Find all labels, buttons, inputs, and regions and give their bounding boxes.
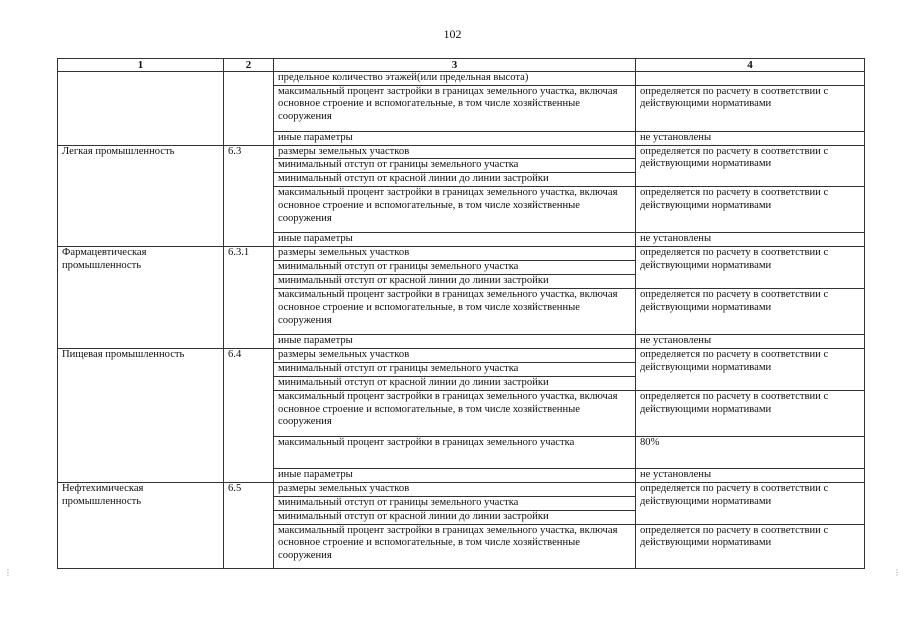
table-row [58,247,865,261]
use-code-cell: 6.3 [224,145,274,247]
use-name-cell [58,72,224,146]
table-row [58,145,865,159]
use-code-cell: 6.5 [224,482,274,568]
param-cell: минимальный отступ от красной линии до линии застройки [274,510,636,524]
param-cell: минимальный отступ от границы земельного участка [274,362,636,376]
value-cell: определяется по расчету в соответствии с действующими нормативами [636,85,865,131]
param-cell: максимальный процент застройки в границах земельного участка, включая основное строение и вспомогательные, в том числе хозяйственные сооружения [274,524,636,568]
scan-edge-mark-right: ⋮ [893,568,901,577]
param-cell: максимальный процент застройки в границах земельного участка [274,436,636,468]
value-cell: определяется по расчету в соответствии с действующими нормативами [636,187,865,233]
param-cell: максимальный процент застройки в границах земельного участка, включая основное строение и вспомогательные, в том числе хозяйственные сооружения [274,187,636,233]
page-number: 102 [443,27,462,41]
use-code-cell [224,72,274,146]
value-cell: определяется по расчету в соответствии с действующими нормативами [636,289,865,335]
param-cell: минимальный отступ от красной линии до линии застройки [274,376,636,390]
column-header-2: 2 [224,59,274,72]
value-cell: не установлены [636,468,865,482]
param-cell: размеры земельных участков [274,247,636,261]
param-cell: максимальный процент застройки в границах земельного участка, включая основное строение и вспомогательные, в том числе хозяйственные сооружения [274,85,636,131]
value-cell: определяется по расчету в соответствии с действующими нормативами [636,145,865,187]
column-header-3: 3 [274,59,636,72]
table-row [58,72,865,86]
param-cell: иные параметры [274,468,636,482]
value-cell: не установлены [636,233,865,247]
value-cell [636,72,865,86]
value-cell: определяется по расчету в соответствии с действующими нормативами [636,524,865,568]
use-name-cell: Легкая промышленность [58,145,224,247]
value-cell: определяется по расчету в соответствии с действующими нормативами [636,247,865,289]
param-cell: минимальный отступ от красной линии до линии застройки [274,275,636,289]
value-cell: определяется по расчету в соответствии с действующими нормативами [636,482,865,524]
use-code-cell: 6.4 [224,349,274,483]
param-cell: размеры земельных участков [274,145,636,159]
value-cell: определяется по расчету в соответствии с действующими нормативами [636,390,865,436]
use-name-cell: Нефтехимическая промышленность [58,482,224,568]
column-header-1: 1 [58,59,224,72]
param-cell: иные параметры [274,233,636,247]
value-cell: 80% [636,436,865,468]
param-cell: минимальный отступ от границы земельного участка [274,261,636,275]
use-name-cell: Фармацевтическая промышленность [58,247,224,349]
value-cell: не установлены [636,335,865,349]
param-cell: предельное количество этажей(или предельная высота) [274,72,636,86]
param-cell: иные параметры [274,131,636,145]
table-row [58,482,865,496]
param-cell: минимальный отступ от границы земельного участка [274,496,636,510]
param-cell: минимальный отступ от границы земельного участка [274,159,636,173]
header-row [58,59,865,72]
use-code-cell: 6.3.1 [224,247,274,349]
param-cell: размеры земельных участков [274,349,636,363]
param-cell: иные параметры [274,335,636,349]
use-name-cell: Пищевая промышленность [58,349,224,483]
scan-edge-mark-left: ⋮ [4,568,12,577]
param-cell: максимальный процент застройки в границах земельного участка, включая основное строение и вспомогательные, в том числе хозяйственные сооружения [274,390,636,436]
regulations-table [57,58,865,569]
table-row [58,349,865,363]
param-cell: минимальный отступ от красной линии до линии застройки [274,173,636,187]
param-cell: максимальный процент застройки в границах земельного участка, включая основное строение и вспомогательные, в том числе хозяйственные сооружения [274,289,636,335]
column-header-4: 4 [636,59,865,72]
param-cell: размеры земельных участков [274,482,636,496]
value-cell: не установлены [636,131,865,145]
value-cell: определяется по расчету в соответствии с действующими нормативами [636,349,865,391]
